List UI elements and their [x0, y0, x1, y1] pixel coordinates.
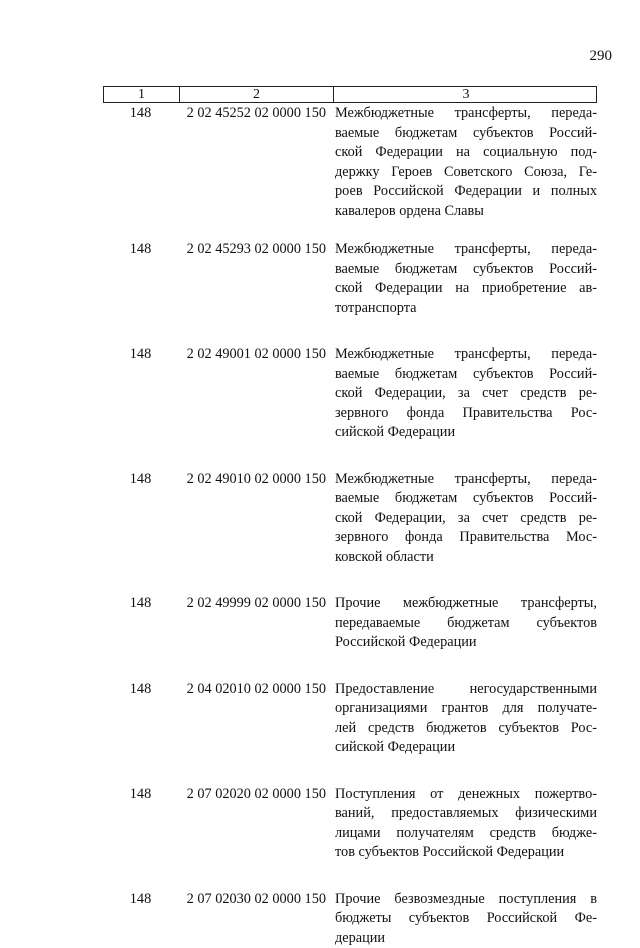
description-line: тов субъектов Российской Федерации — [335, 843, 597, 863]
description-line: ской Федерации на приобретение ав- — [335, 279, 597, 299]
admin-code: 148 — [103, 785, 178, 863]
description — [332, 680, 597, 758]
description-line: бюджеты субъектов Российской Фе- — [335, 909, 597, 929]
budget-code: 2 02 45293 02 0000 150 — [178, 240, 332, 318]
budget-code: 2 02 49010 02 0000 150 — [178, 470, 332, 568]
budget-code: 2 02 49999 02 0000 150 — [178, 594, 332, 653]
description-line: ской Федерации на социальную под- — [335, 143, 597, 163]
table-row — [103, 104, 597, 221]
table-row — [103, 785, 597, 863]
budget-code: 2 02 45252 02 0000 150 — [178, 104, 332, 221]
table-row — [103, 345, 597, 443]
description-line: Прочие межбюджетные трансферты, — [335, 594, 597, 614]
description-line: Межбюджетные трансферты, переда- — [335, 470, 597, 490]
admin-code: 148 — [103, 240, 178, 318]
description-line: Российской Федерации — [335, 633, 597, 653]
description — [332, 890, 597, 948]
admin-code: 148 — [103, 470, 178, 568]
admin-code: 148 — [103, 104, 178, 221]
description-line: ваемые бюджетам субъектов Россий- — [335, 124, 597, 144]
description — [332, 345, 597, 443]
description-line: тотранспорта — [335, 299, 597, 319]
description-line: зервного фонда Правительства Мос- — [335, 528, 597, 548]
admin-code: 148 — [103, 594, 178, 653]
description — [332, 785, 597, 863]
description-line: ваемые бюджетам субъектов Россий- — [335, 260, 597, 280]
description-line: сийской Федерации — [335, 423, 597, 443]
description-line: Предоставление негосударственными — [335, 680, 597, 700]
description-line: держку Героев Советского Союза, Ге- — [335, 163, 597, 183]
description-line: ваний, предоставляемых физическими — [335, 804, 597, 824]
budget-code: 2 02 49001 02 0000 150 — [178, 345, 332, 443]
description-line: ваемые бюджетам субъектов Россий- — [335, 365, 597, 385]
admin-code: 148 — [103, 345, 178, 443]
description-line: лицами получателям средств бюдже- — [335, 824, 597, 844]
budget-code: 2 07 02020 02 0000 150 — [178, 785, 332, 863]
description-line: ковской области — [335, 548, 597, 568]
column-header-2: 2 — [179, 87, 333, 102]
budget-code: 2 07 02030 02 0000 150 — [178, 890, 332, 948]
description-line: ской Федерации, за счет средств ре- — [335, 509, 597, 529]
table-row — [103, 240, 597, 318]
description-line: Межбюджетные трансферты, переда- — [335, 240, 597, 260]
admin-code: 148 — [103, 890, 178, 948]
description — [332, 104, 597, 221]
table-row — [103, 680, 597, 758]
description-line: Межбюджетные трансферты, переда- — [335, 104, 597, 124]
description-line: ской Федерации, за счет средств ре- — [335, 384, 597, 404]
description — [332, 470, 597, 568]
description-line: дерации — [335, 929, 597, 948]
table-row — [103, 594, 597, 653]
description-line: лей средств бюджетов субъектов Рос- — [335, 719, 597, 739]
budget-code: 2 04 02010 02 0000 150 — [178, 680, 332, 758]
description-line: передаваемые бюджетам субъектов — [335, 614, 597, 634]
table-row — [103, 470, 597, 568]
column-header-3: 3 — [333, 87, 598, 102]
description — [332, 240, 597, 318]
description-line: Межбюджетные трансферты, переда- — [335, 345, 597, 365]
description-line: организациями грантов для получате- — [335, 699, 597, 719]
description-line: кавалеров ордена Славы — [335, 202, 597, 222]
description-line: роев Российской Федерации и полных — [335, 182, 597, 202]
description — [332, 594, 597, 653]
table-row — [103, 890, 597, 948]
description-line: ваемые бюджетам субъектов Россий- — [335, 489, 597, 509]
description-line: зервного фонда Правительства Рос- — [335, 404, 597, 424]
page-number: 290 — [590, 47, 613, 65]
description-line: Прочие безвозмездные поступления в — [335, 890, 597, 910]
admin-code: 148 — [103, 680, 178, 758]
description-line: Поступления от денежных пожертво- — [335, 785, 597, 805]
budget-code-table — [103, 86, 597, 948]
table-header-row — [103, 86, 597, 103]
description-line: сийской Федерации — [335, 738, 597, 758]
column-header-1: 1 — [104, 87, 179, 102]
